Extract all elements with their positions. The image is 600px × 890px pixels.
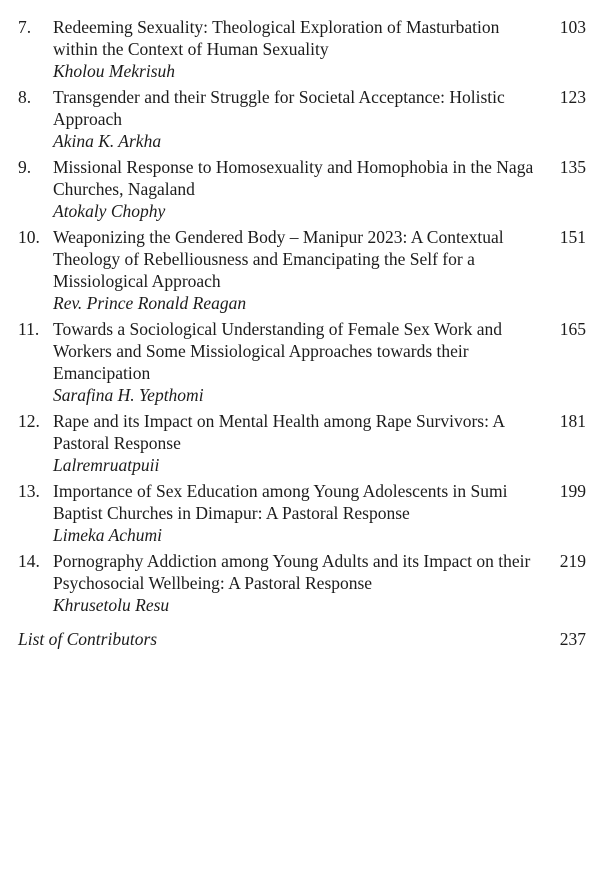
- entry-number: 11.: [18, 319, 40, 339]
- entry-author: Lalremruatpuii: [53, 455, 160, 475]
- entry-page-number: 103: [559, 17, 586, 37]
- entry-author: Rev. Prince Ronald Reagan: [53, 293, 247, 313]
- entry-author: Limeka Achumi: [53, 525, 163, 545]
- toc-entry[interactable]: [18, 480, 586, 546]
- entry-page-number: 151: [559, 227, 586, 247]
- entry-number: 9.: [18, 157, 32, 177]
- entry-title: Pornography Addiction among Young Adults and its Impact on their Psychosocial Wellbeing: A Pastoral Response: [53, 551, 531, 593]
- entry-author: Akina K. Arkha: [53, 131, 162, 151]
- toc-entry[interactable]: [18, 226, 586, 314]
- entry-page-number: 165: [559, 319, 586, 339]
- entry-title: Towards a Sociological Understanding of Female Sex Work and Workers and Some Missiological Approaches towards their Emancipation: [53, 319, 503, 383]
- entry-title: Missional Response to Homosexuality and Homophobia in the Naga Churches, Nagaland: [53, 157, 534, 199]
- entry-number: 10.: [18, 227, 40, 247]
- entry-author: Kholou Mekrisuh: [53, 61, 176, 81]
- entry-title: Rape and its Impact on Mental Health among Rape Survivors: A Pastoral Response: [53, 411, 505, 453]
- toc-entry[interactable]: [18, 86, 586, 152]
- entry-page-number: 199: [559, 481, 586, 501]
- toc-entry[interactable]: [18, 156, 586, 222]
- entry-number: 14.: [18, 551, 40, 571]
- entry-title: Importance of Sex Education among Young Adolescents in Sumi Baptist Churches in Dimapur: A Pastoral Response: [53, 481, 508, 523]
- entry-title: Transgender and their Struggle for Societal Acceptance: Holistic Approach: [53, 87, 505, 129]
- toc-entry[interactable]: [18, 16, 586, 82]
- entry-number: 12.: [18, 411, 40, 431]
- entry-author: Atokaly Chophy: [53, 201, 166, 221]
- entry-page-number: 123: [559, 87, 586, 107]
- entry-page-number: 219: [559, 551, 586, 571]
- entry-title: Redeeming Sexuality: Theological Exploration of Masturbation within the Context of Human Sexuality: [53, 17, 500, 59]
- list-of-contributors-entry[interactable]: [18, 628, 586, 650]
- entry-page-number: 135: [559, 157, 586, 177]
- contributors-page-number: 237: [559, 629, 586, 649]
- toc-entry[interactable]: [18, 410, 586, 476]
- entry-title: Weaponizing the Gendered Body – Manipur 2023: A Contextual Theology of Rebelliousness and Emancipating the Self for a Missiological Approach: [53, 227, 504, 291]
- contributors-label: List of Contributors: [18, 629, 158, 649]
- entry-number: 7.: [18, 17, 32, 37]
- toc-entry[interactable]: [18, 318, 586, 406]
- entry-number: 8.: [18, 87, 32, 107]
- entry-page-number: 181: [559, 411, 586, 431]
- entry-author: Khrusetolu Resu: [53, 595, 170, 615]
- entry-author: Sarafina H. Yepthomi: [53, 385, 204, 405]
- toc-entry[interactable]: [18, 550, 586, 616]
- entry-number: 13.: [18, 481, 40, 501]
- table-of-contents: [18, 16, 586, 650]
